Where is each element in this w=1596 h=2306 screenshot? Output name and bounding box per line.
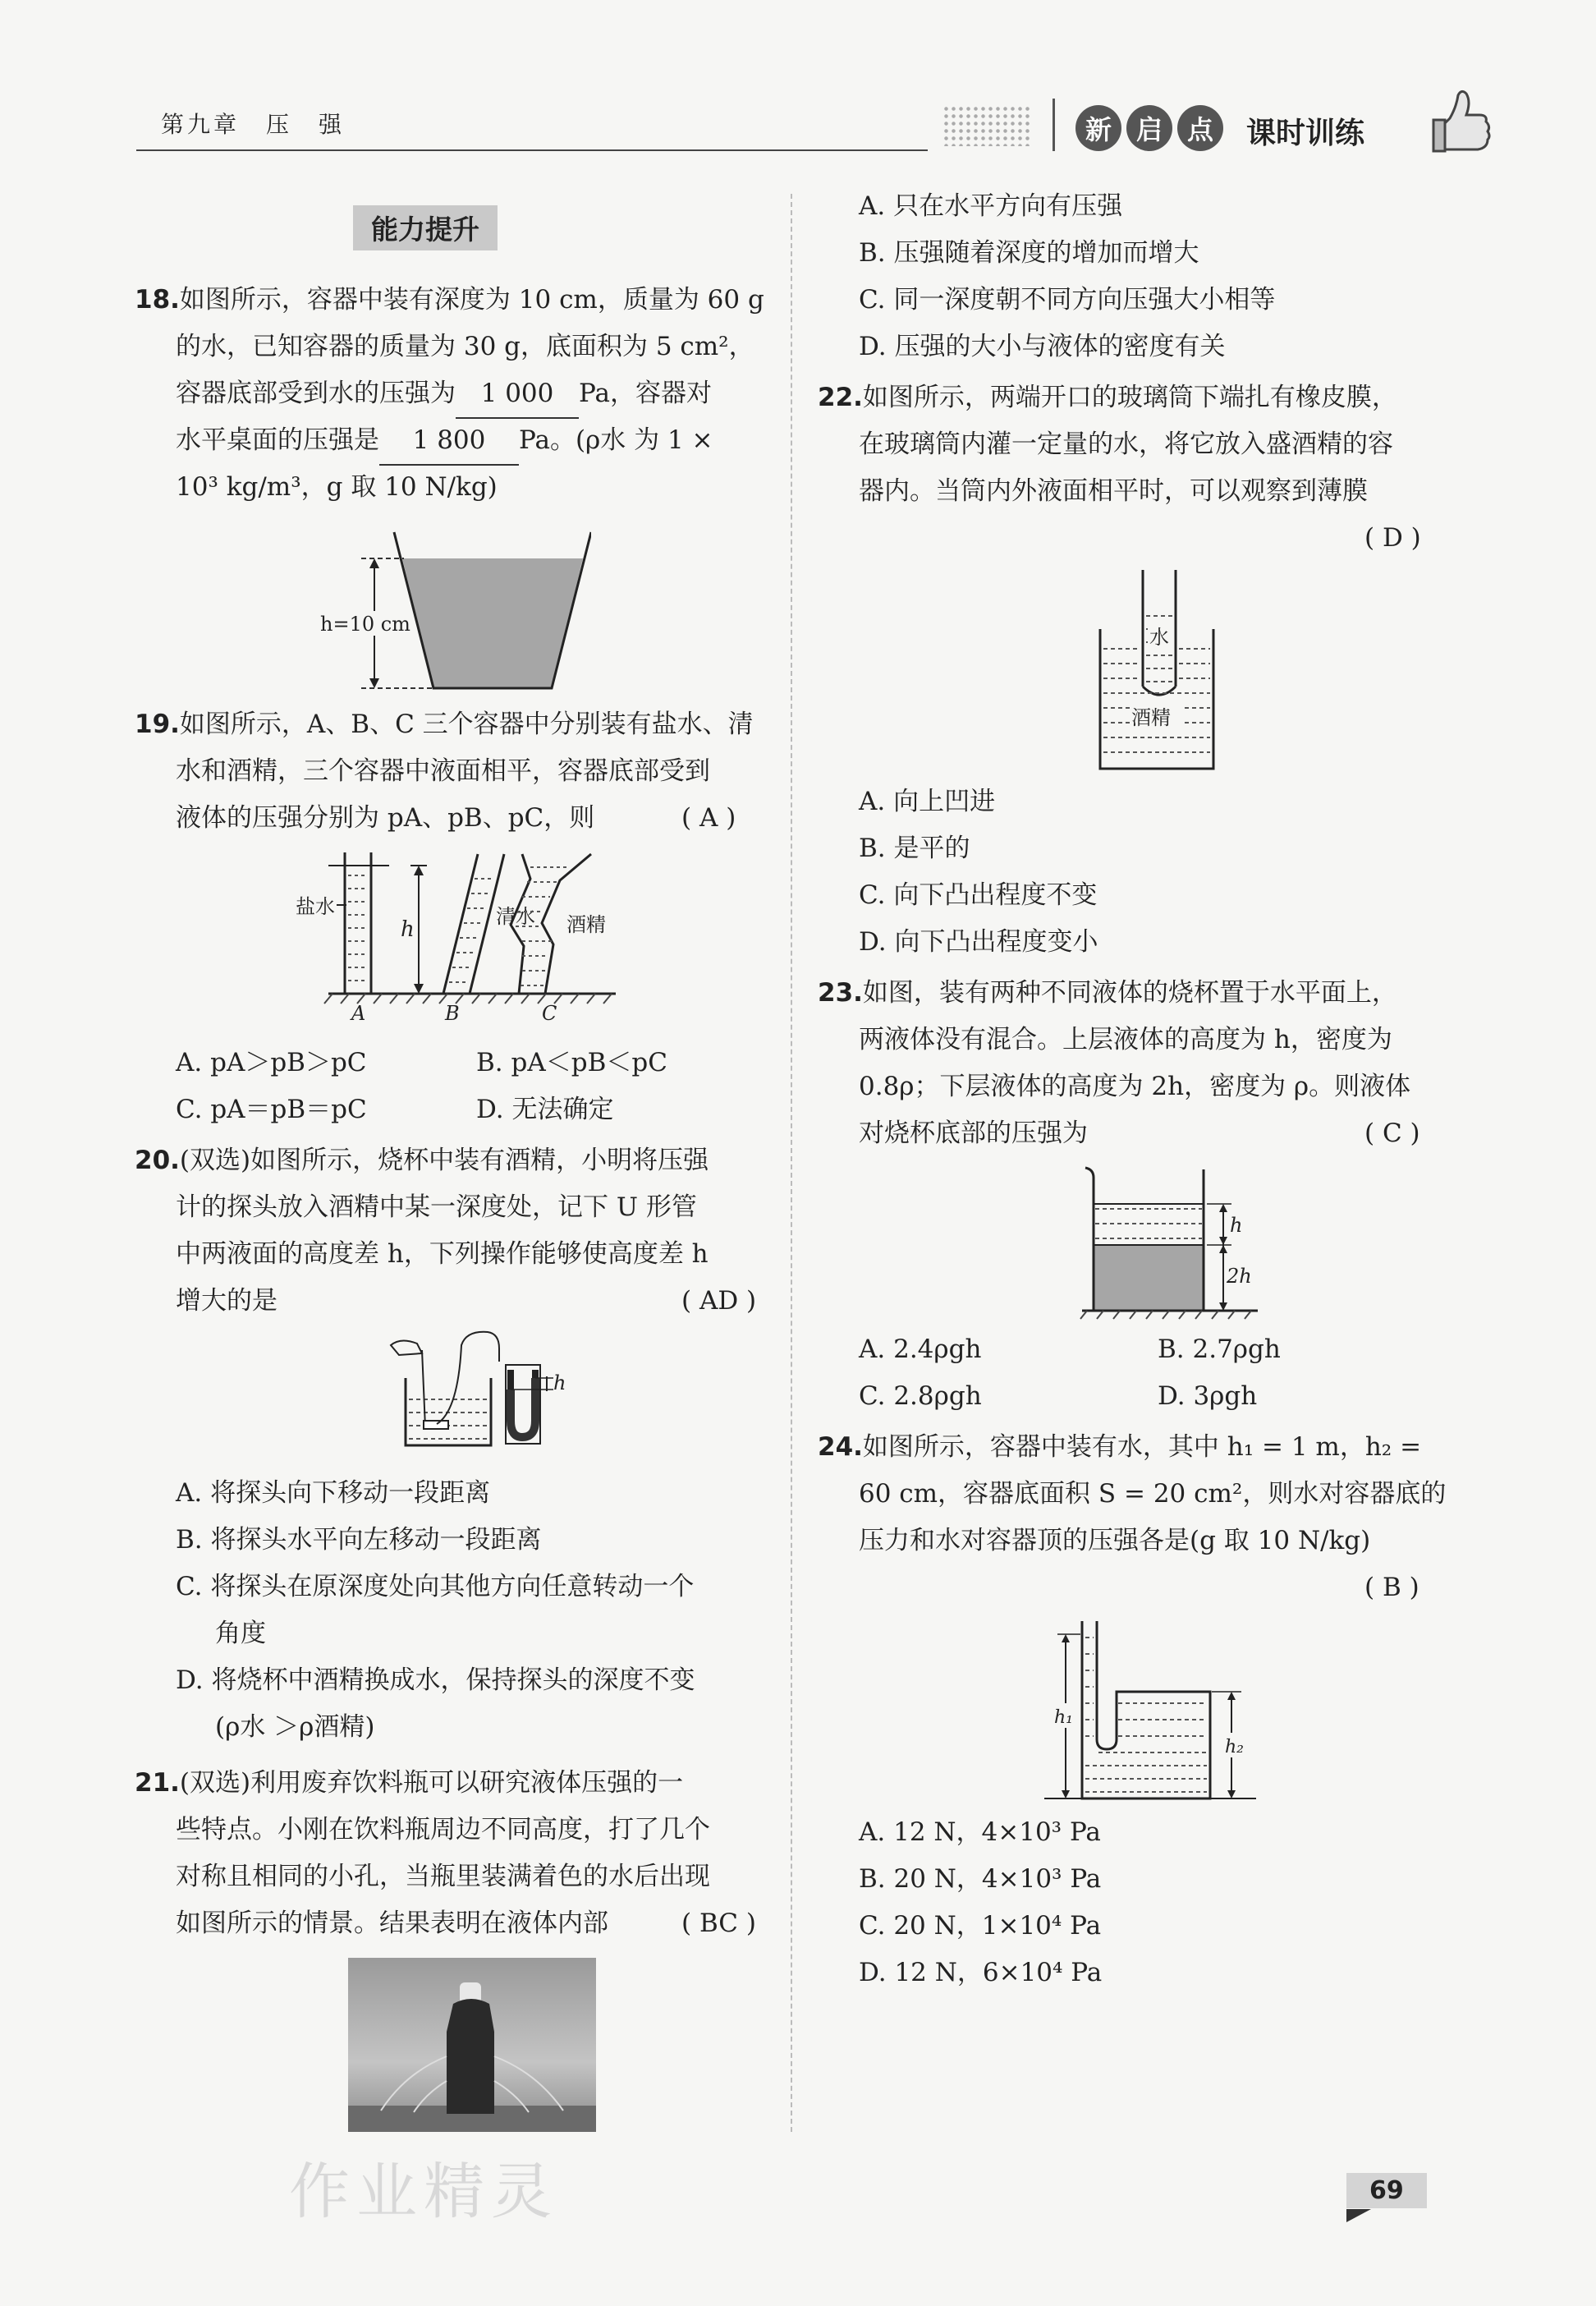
q19-label-water: 清水 [496, 905, 535, 928]
q23-figure [1075, 1158, 1273, 1321]
q19-label-C: C [542, 1002, 557, 1025]
brand-circle-2: 启 [1126, 105, 1172, 151]
q23-line2: 两液体没有混合。上层液体的高度为 h，密度为 [859, 1025, 1392, 1054]
q18-figure-label: h=10 cm [320, 613, 410, 636]
column-divider [791, 194, 792, 2132]
header-dots [942, 105, 1033, 146]
q21-option-d: D. 压强的大小与液体的密度有关 [859, 332, 1226, 361]
chapter-title: 第九章 压 强 [161, 111, 346, 138]
watermark: 作业精灵 [289, 2157, 558, 2227]
q18-figure [312, 526, 591, 690]
q22-line2: 在玻璃筒内灌一定量的水，将它放入盛酒精的容 [859, 430, 1393, 459]
q24-label-h1: h₁ [1054, 1707, 1073, 1728]
q24-figure [1041, 1618, 1271, 1807]
q24-line3: 压力和水对容器顶的压强各是(g 取 10 N/kg) [859, 1526, 1371, 1555]
q24-option-b: B. 20 N，4×10³ Pa [859, 1864, 1102, 1894]
q23-answer: ( C ) [1364, 1119, 1420, 1148]
q24-label-h2: h₂ [1225, 1737, 1244, 1757]
q20-line2: 计的探头放入酒精中某一深度处，记下 U 形管 [176, 1192, 697, 1222]
q23-option-d: D. 3ρgh [1158, 1381, 1258, 1411]
q23-number: 23. [818, 978, 863, 1008]
q21-option-a: A. 只在水平方向有压强 [859, 191, 1123, 221]
q18-line1: 如图所示，容器中装有深度为 10 cm，质量为 60 g [179, 285, 764, 315]
q23-line3: 0.8ρ；下层液体的高度为 2h，密度为 ρ。则液体 [859, 1072, 1411, 1101]
q19-figure [296, 846, 624, 1027]
q23-option-a: A. 2.4ρgh [859, 1334, 982, 1364]
q23-option-c: C. 2.8ρgh [859, 1381, 982, 1411]
q19-number: 19. [135, 710, 180, 739]
q19-option-c: C. pA＝pB＝pC [176, 1095, 367, 1124]
q22-option-b: B. 是平的 [859, 834, 970, 863]
q19-label-B: B [445, 1002, 460, 1025]
q20-figure [384, 1329, 581, 1452]
q20-figure-h: h [553, 1371, 566, 1394]
q23-line1: 如图，装有两种不同液体的烧杯置于水平面上， [862, 978, 1397, 1008]
q21-line1: (双选)利用废弃饮料瓶可以研究液体压强的一 [179, 1768, 684, 1798]
q23-label-2h: 2h [1227, 1265, 1252, 1288]
q24-number: 24. [818, 1432, 863, 1462]
q20-option-d-cont: (ρ水 ＞ρ酒精) [215, 1712, 375, 1742]
q19-label-A: A [351, 1002, 366, 1025]
q22-answer: ( D ) [1364, 523, 1421, 553]
page-corner-icon [1346, 2209, 1371, 2226]
q19-label-salt: 盐水 [296, 895, 335, 918]
brand-circle-3: 点 [1177, 105, 1223, 151]
thumbs-up-icon [1429, 82, 1494, 156]
q24-option-d: D. 12 N，6×10⁴ Pa [859, 1958, 1103, 1987]
q19-label-alcohol: 酒精 [566, 913, 606, 936]
q19-line2: 水和酒精，三个容器中液面相平，容器底部受到 [176, 756, 710, 786]
q22-line1: 如图所示，两端开口的玻璃筒下端扎有橡皮膜， [862, 383, 1397, 412]
q21-option-b: B. 压强随着深度的增加而增大 [859, 238, 1199, 268]
q18-line2: 的水，已知容器的质量为 30 g，底面积为 5 cm²， [176, 332, 754, 361]
q19-line3: 液体的压强分别为 pA、pB、pC，则 [176, 803, 595, 833]
q21-option-c: C. 同一深度朝不同方向压强大小相等 [859, 285, 1276, 315]
q18-answer-1: 1 000 [456, 370, 579, 419]
q18-line4: 水平桌面的压强是 [176, 425, 379, 455]
header-divider [1053, 99, 1055, 151]
q20-number: 20. [135, 1146, 180, 1175]
q23-option-b: B. 2.7ρgh [1158, 1334, 1281, 1364]
q21-photo [348, 1958, 596, 2132]
header-rule [136, 149, 928, 151]
q19-label-h: h [401, 917, 415, 942]
q24-option-c: C. 20 N，1×10⁴ Pa [859, 1911, 1102, 1941]
q24-line1: 如图所示，容器中装有水，其中 h₁ = 1 m，h₂ = [862, 1432, 1422, 1462]
q18-answer-2: 1 800 [379, 417, 519, 466]
q20-option-c-cont: 角度 [215, 1619, 266, 1648]
q22-number: 22. [818, 383, 863, 412]
q20-line1: (双选)如图所示，烧杯中装有酒精，小明将压强 [179, 1146, 709, 1175]
brand-title: 课时训练 [1246, 117, 1365, 150]
q22-figure [1097, 567, 1217, 772]
q21-line2: 些特点。小刚在饮料瓶周边不同高度，打了几个 [176, 1815, 710, 1844]
q22-option-a: A. 向上凹进 [859, 787, 996, 816]
q20-line3: 中两液面的高度差 h，下列操作能够使高度差 h [176, 1239, 709, 1269]
q21-line3: 对称且相同的小孔，当瓶里装满着色的水后出现 [176, 1862, 710, 1891]
section-title: 能力提升 [353, 205, 498, 250]
q19-line1: 如图所示，A、B、C 三个容器中分别装有盐水、清 [179, 710, 754, 739]
q18-line3: 容器底部受到水的压强为 [176, 379, 456, 408]
q22-option-d: D. 向下凸出程度变小 [859, 927, 1098, 957]
q19-option-a: A. pA＞pB＞pC [176, 1048, 367, 1077]
q20-answer: ( AD ) [681, 1286, 757, 1316]
q18-line5: 10³ kg/m³，g 取 10 N/kg) [176, 472, 498, 502]
q19-option-b: B. pA＜pB＜pC [476, 1048, 667, 1077]
q24-option-a: A. 12 N，4×10³ Pa [859, 1817, 1101, 1847]
q23-label-h: h [1230, 1214, 1243, 1237]
q20-option-a: A. 将探头向下移动一段距离 [176, 1478, 491, 1508]
brand-circle-1: 新 [1075, 105, 1121, 151]
q22-option-c: C. 向下凸出程度不变 [859, 880, 1098, 910]
q20-option-b: B. 将探头水平向左移动一段距离 [176, 1525, 542, 1555]
q20-line4: 增大的是 [176, 1286, 277, 1316]
q19-option-d: D. 无法确定 [476, 1095, 614, 1124]
q21-line4: 如图所示的情景。结果表明在液体内部 [176, 1909, 608, 1938]
q23-line4: 对烧杯底部的压强为 [859, 1119, 1088, 1148]
q21-answer: ( BC ) [681, 1909, 756, 1938]
q20-option-c: C. 将探头在原深度处向其他方向任意转动一个 [176, 1572, 695, 1601]
q20-option-d: D. 将烧杯中酒精换成水，保持探头的深度不变 [176, 1665, 695, 1695]
q24-answer: ( B ) [1364, 1573, 1419, 1602]
q24-line2: 60 cm，容器底面积 S = 20 cm²，则水对容器底的 [859, 1479, 1447, 1509]
q19-answer: ( A ) [681, 803, 736, 833]
page-number: 69 [1346, 2173, 1427, 2208]
q22-label-alcohol: 酒精 [1131, 706, 1171, 729]
q22-line3: 器内。当筒内外液面相平时，可以观察到薄膜 [859, 476, 1368, 506]
q18-line4b: Pa。(ρ水 为 1 × [519, 425, 713, 455]
q18-number: 18. [135, 285, 180, 315]
q22-label-water: 水 [1149, 626, 1169, 649]
q18-line3b: Pa，容器对 [579, 379, 712, 408]
q21-number: 21. [135, 1768, 180, 1798]
